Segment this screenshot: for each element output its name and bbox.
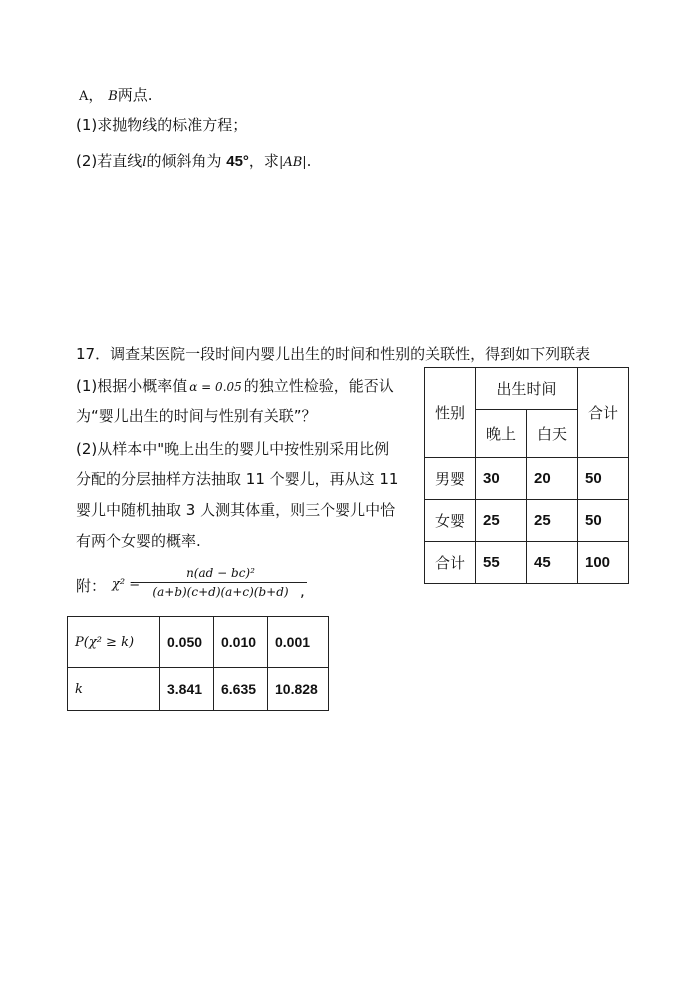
q17-part1-line2: 为“婴儿出生的时间与性别有关联”？ [76, 407, 317, 425]
q16-part2-end: . [306, 152, 312, 170]
cell-value: 25 [527, 500, 578, 542]
birth-time-header: 出生时间 [476, 368, 578, 410]
q17-part2-line3: 婴儿中随机抽取 3 人测其体重，则三个婴儿中恰 [76, 501, 396, 519]
line-variable: l [142, 155, 147, 170]
q17-intro: 17．调查某医院一段时间内婴儿出生的时间和性别的关联性，得到如下列联表 [76, 345, 591, 363]
q16-part2-num: (2) [76, 152, 98, 170]
q16-part2-mid: 的倾斜角为 [146, 152, 222, 170]
row-label: 男婴 [425, 458, 476, 500]
k-value-cell: 10.828 [268, 668, 329, 711]
table-row [425, 500, 629, 542]
cell-value: 20 [527, 458, 578, 500]
table-row [68, 668, 329, 711]
gender-header: 性别 [425, 368, 476, 458]
k-value-cell: 6.635 [214, 668, 268, 711]
day-header: 白天 [527, 410, 578, 458]
q17-part2-line1 [76, 438, 389, 459]
formula-suffix: , [300, 582, 305, 600]
alpha-value: α = 0.05 [189, 380, 242, 394]
cell-value: 50 [578, 500, 629, 542]
q17-part2-num: (2) [76, 440, 98, 458]
cell-value: 45 [527, 542, 578, 584]
p-value-cell: 0.050 [160, 617, 214, 668]
row-label: 合计 [425, 542, 476, 584]
chi-square-fraction [112, 565, 307, 599]
chi-square-lhs: χ² = [112, 577, 141, 592]
q16-part1-num: (1) [76, 116, 98, 134]
k-value-cell: 3.841 [160, 668, 214, 711]
q17-part1-post: 的独立性检验，能否认 [243, 377, 394, 395]
q17-part1-pre: 根据小概率值 [97, 377, 188, 395]
q17-part2-line1-text: 从样本中"晚上出生的婴儿中按性别采用比例 [97, 440, 390, 458]
p-value-cell: 0.010 [214, 617, 268, 668]
critical-value-table [67, 616, 329, 711]
table-row [425, 458, 629, 500]
comma: ， [88, 86, 104, 104]
cell-value: 25 [476, 500, 527, 542]
row-label: 女婴 [425, 500, 476, 542]
q17-part2-line2: 分配的分层抽样方法抽取 11 个婴儿，再从这 11 [76, 470, 399, 488]
table-row [425, 542, 629, 584]
table-row [425, 368, 629, 410]
q16-part2-pre: 若直线 [97, 152, 143, 170]
point-a: A [79, 89, 89, 104]
p-value-cell: 0.001 [268, 617, 329, 668]
night-header: 晚上 [476, 410, 527, 458]
table-row [68, 617, 329, 668]
q16-part2 [76, 150, 311, 171]
fraction-numerator: n(ad − bc)² [186, 566, 255, 580]
q17-part1-num: (1) [76, 377, 98, 395]
angle-value: 45° [226, 153, 249, 170]
contingency-table [424, 367, 629, 584]
segment-ab: |AB| [278, 155, 307, 170]
k-label: k [68, 668, 160, 711]
probability-label: P(χ² ≥ k) [68, 617, 160, 668]
formula-prefix: 附： [76, 577, 107, 595]
q17-part2-line4: 有两个女婴的概率. [76, 532, 201, 550]
cell-value: 55 [476, 542, 527, 584]
q16-line0-tail: 两点. [117, 86, 153, 104]
q16-part1-text: 求抛物线的标准方程； [97, 116, 248, 134]
fraction-denominator: (a+b)(c+d)(a+c)(b+d) [152, 585, 289, 599]
cell-value: 30 [476, 458, 527, 500]
q16-line0 [79, 84, 153, 105]
cell-value: 100 [578, 542, 629, 584]
q16-part2-tail: ，求 [248, 152, 279, 170]
point-b: B [108, 89, 118, 104]
q17-part1-line1 [76, 375, 394, 396]
q16-part1 [76, 114, 247, 135]
total-header: 合计 [578, 368, 629, 458]
cell-value: 50 [578, 458, 629, 500]
